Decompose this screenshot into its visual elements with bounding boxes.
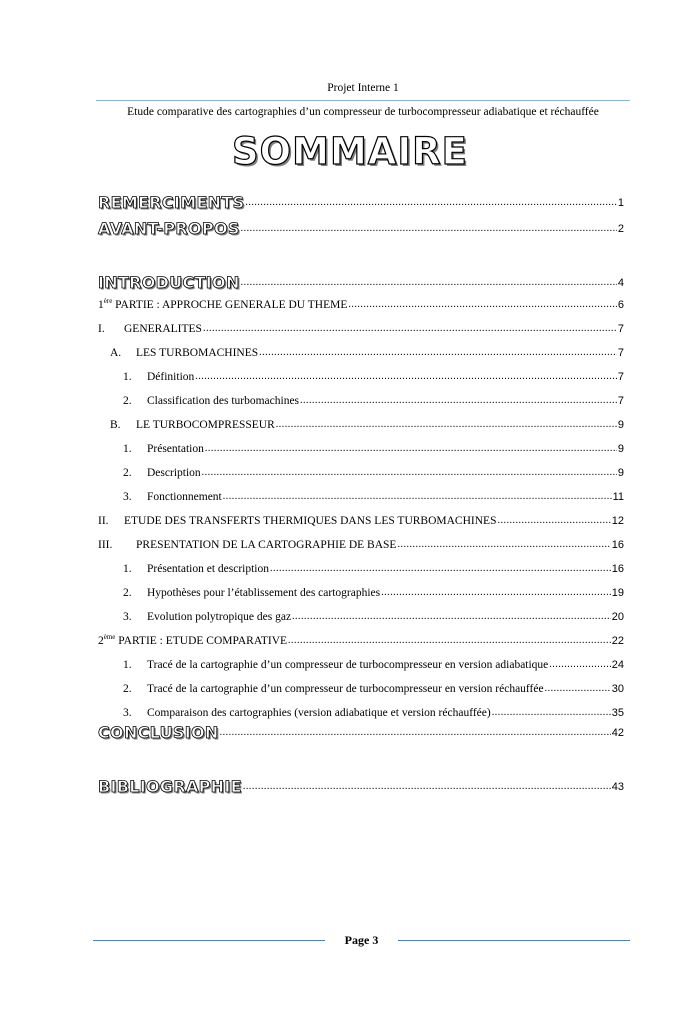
toc-page: 9	[617, 467, 624, 479]
toc-label: BIBLIOGRAPHIE	[98, 777, 242, 796]
toc-page: 43	[611, 781, 624, 793]
toc-label: 2. Description	[123, 467, 201, 479]
page-number: Page 3	[344, 933, 379, 947]
toc-page: 16	[611, 563, 624, 575]
toc-page: 1	[617, 197, 624, 209]
toc-label: 3. Fonctionnement	[123, 491, 222, 503]
toc-entry-partie-2[interactable]	[98, 634, 624, 648]
toc-leader	[300, 394, 617, 408]
toc-page: 6	[617, 299, 624, 311]
toc-page: 12	[611, 515, 624, 527]
toc-page: 7	[617, 347, 624, 359]
toc-label: B. LE TURBOCOMPRESSEUR	[110, 419, 275, 431]
toc-page: 7	[617, 371, 624, 383]
table-of-contents	[98, 193, 624, 796]
toc-page: 20	[611, 611, 624, 623]
toc-page: 24	[611, 659, 624, 671]
toc-leader	[243, 780, 611, 794]
toc-leader	[202, 466, 617, 480]
toc-entry-comparaison[interactable]	[98, 706, 624, 720]
toc-entry-turbomachines[interactable]	[98, 346, 624, 360]
toc-label: 1. Définition	[123, 371, 195, 383]
toc-leader	[348, 298, 617, 312]
toc-leader	[292, 610, 611, 624]
toc-leader	[223, 490, 612, 504]
toc-entry-description[interactable]	[98, 466, 624, 480]
header-project: Projet Interne 1	[327, 82, 399, 94]
toc-entry-remerciements[interactable]	[98, 193, 624, 212]
toc-leader	[220, 726, 611, 740]
footer-rule-right	[398, 940, 630, 941]
page-title: SOMMAIRE	[232, 130, 468, 173]
toc-entry-turbocompresseur[interactable]	[98, 418, 624, 432]
toc-label: 3. Evolution polytropique des gaz	[123, 611, 292, 623]
toc-label: I. GENERALITES	[98, 323, 202, 335]
toc-entry-cartographie-de-base[interactable]	[98, 538, 624, 552]
toc-label: 2ème PARTIE : ETUDE COMPARATIVE	[98, 633, 288, 647]
toc-leader	[276, 418, 617, 432]
toc-label: INTRODUCTION	[98, 273, 240, 292]
toc-entry-cartographie-adiabatique[interactable]	[98, 658, 624, 672]
toc-label: III. PRESENTATION DE LA CARTOGRAPHIE DE BASE	[98, 539, 397, 551]
toc-label: 1. Présentation	[123, 443, 204, 455]
toc-leader	[497, 514, 610, 528]
toc-leader	[241, 276, 617, 290]
toc-entry-hypotheses[interactable]	[98, 586, 624, 600]
toc-leader	[203, 322, 617, 336]
toc-entry-evolution-polytropique[interactable]	[98, 610, 624, 624]
toc-entry-conclusion[interactable]	[98, 723, 624, 742]
toc-entry-bibliographie[interactable]	[98, 777, 624, 796]
toc-label: A. LES TURBOMACHINES	[110, 347, 259, 359]
toc-entry-introduction[interactable]	[98, 273, 624, 292]
toc-leader	[195, 370, 617, 384]
toc-label: 2. Tracé de la cartographie d’un compresseur de turbocompresseur en version réchauffée	[123, 683, 544, 695]
toc-leader	[381, 586, 611, 600]
toc-entry-presentation-description[interactable]	[98, 562, 624, 576]
toc-label: REMERCIMENTS	[98, 193, 245, 212]
toc-label: 2. Hypothèses pour l’établissement des cartographies	[123, 587, 381, 599]
toc-label: II. ETUDE DES TRANSFERTS THERMIQUES DANS LES TURBOMACHINES	[98, 515, 497, 527]
toc-page: 7	[617, 323, 624, 335]
toc-leader	[545, 682, 611, 696]
toc-entry-avant-propos[interactable]	[98, 219, 624, 238]
header-subtitle: Etude comparative des cartographies d’un compresseur de turbocompresseur adiabatique et réchauffée	[127, 106, 599, 118]
toc-page: 9	[617, 419, 624, 431]
toc-entry-fonctionnement[interactable]	[98, 490, 624, 504]
toc-entry-classification[interactable]	[98, 394, 624, 408]
toc-label: AVANT-PROPOS	[98, 219, 240, 238]
toc-page: 16	[611, 539, 624, 551]
toc-page: 22	[611, 635, 624, 647]
toc-label: 1. Tracé de la cartographie d’un compresseur de turbocompresseur en version adiabatique	[123, 659, 549, 671]
toc-page: 11	[612, 491, 624, 503]
toc-label: CONCLUSION	[98, 723, 219, 742]
toc-page: 19	[611, 587, 624, 599]
toc-leader	[241, 222, 617, 236]
toc-leader	[492, 706, 611, 720]
toc-entry-cartographie-rechauffee[interactable]	[98, 682, 624, 696]
toc-entry-presentation[interactable]	[98, 442, 624, 456]
toc-entry-definition[interactable]	[98, 370, 624, 384]
toc-leader	[205, 442, 617, 456]
header-rule	[96, 100, 630, 101]
footer-rule-left	[93, 940, 325, 941]
toc-leader	[245, 196, 616, 210]
toc-page: 42	[611, 727, 624, 739]
toc-entry-partie-1[interactable]	[98, 298, 624, 312]
toc-page: 2	[617, 223, 624, 235]
toc-leader	[397, 538, 610, 552]
toc-leader	[549, 658, 610, 672]
toc-page: 4	[617, 277, 624, 289]
toc-label: 1ère PARTIE : APPROCHE GENERALE DU THEME	[98, 297, 348, 311]
toc-leader	[270, 562, 611, 576]
toc-label: 3. Comparaison des cartographies (version adiabatique et version réchauffée)	[123, 707, 491, 719]
toc-page: 7	[617, 395, 624, 407]
toc-leader	[288, 634, 611, 648]
toc-page: 35	[611, 707, 624, 719]
page-footer	[93, 933, 630, 948]
toc-leader	[259, 346, 617, 360]
toc-label: 2. Classification des turbomachines	[123, 395, 300, 407]
toc-label: 1. Présentation et description	[123, 563, 269, 575]
toc-page: 9	[617, 443, 624, 455]
toc-entry-generalites[interactable]	[98, 322, 624, 336]
toc-page: 30	[611, 683, 624, 695]
toc-entry-transferts-thermiques[interactable]	[98, 514, 624, 528]
page-header	[96, 82, 630, 118]
